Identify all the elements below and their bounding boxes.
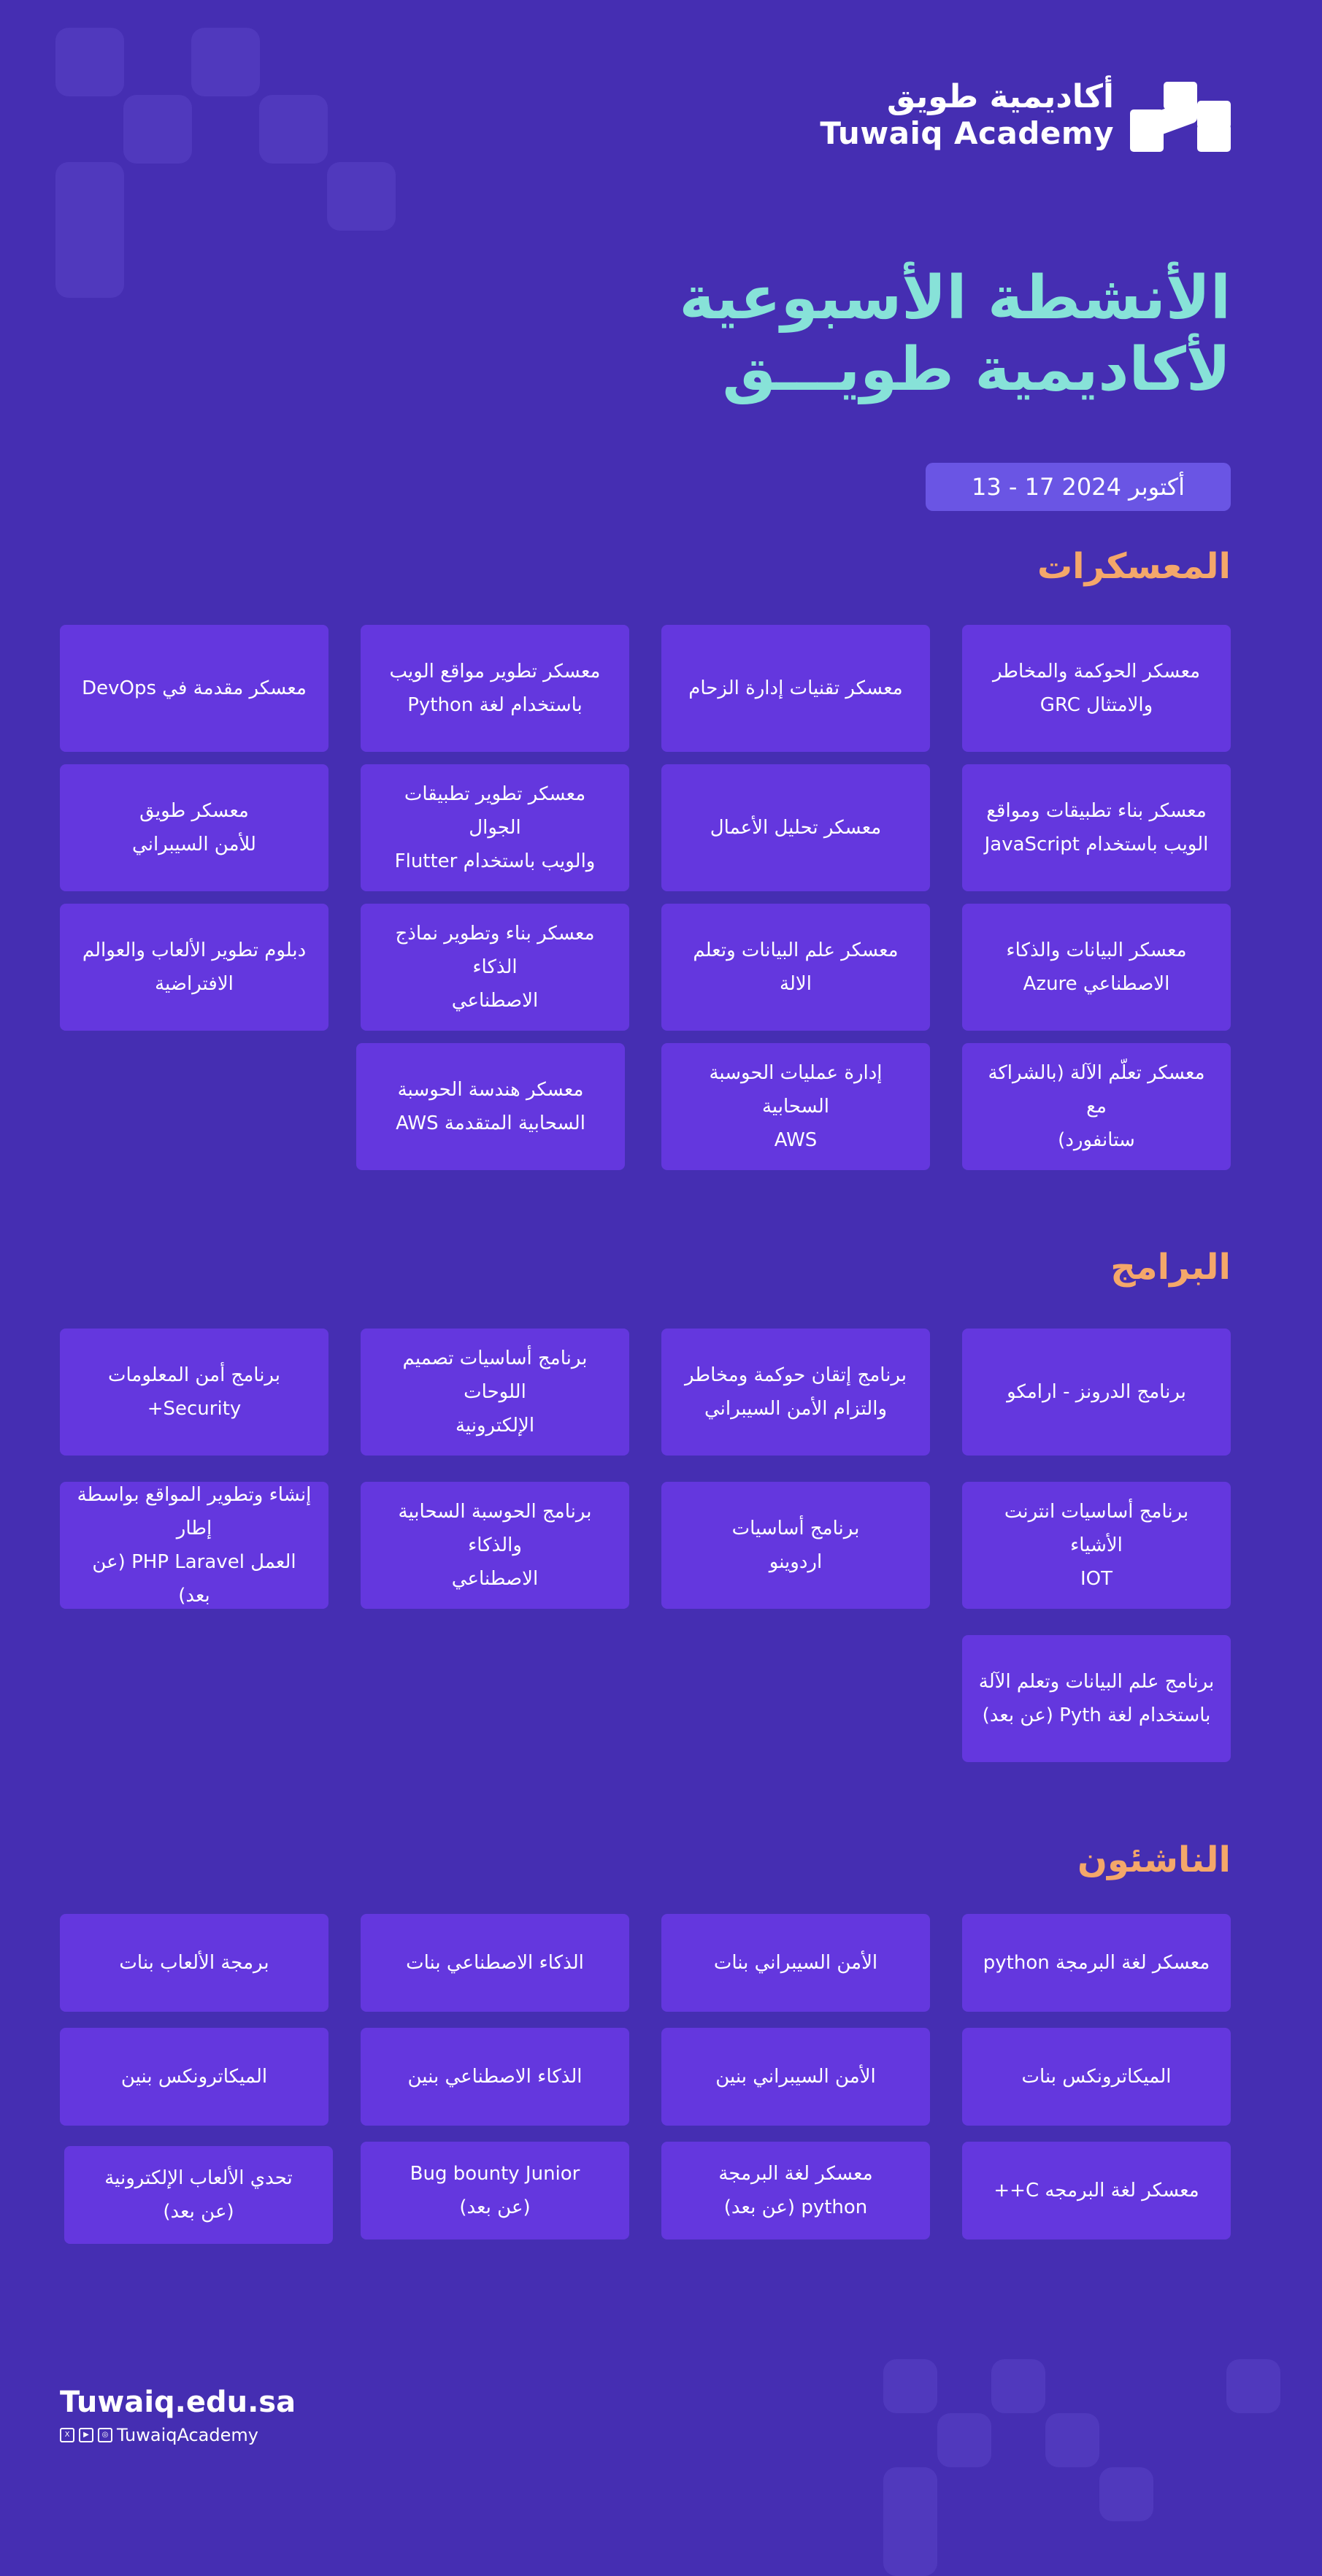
camps-card [661, 625, 930, 752]
card-line: إنشاء وتطوير المواقع بواسطة إطار [77, 1484, 312, 1539]
youth-card [361, 2142, 629, 2239]
social-handle: TuwaiqAcademy [117, 2425, 258, 2445]
camps-card [661, 904, 930, 1031]
card-line: الافتراضية [155, 973, 234, 995]
card-line: معسكر علم البيانات وتعلم الالة [693, 939, 899, 995]
decor-square [1226, 2359, 1280, 2413]
card-line: ستانفورد) [1058, 1129, 1135, 1151]
title-line-1: الأنشطة الأسبوعية [679, 264, 1231, 333]
youth-card [361, 1914, 629, 2012]
card-line: والامتثال GRC [1039, 694, 1153, 716]
card-line: معسكر تحليل الأعمال [710, 817, 882, 839]
decor-square [1099, 2467, 1153, 2521]
brand-name-ar: أكاديمية طويق [887, 78, 1114, 115]
card-line: الميكاترونكس بنين [120, 2066, 268, 2088]
camps-card [962, 904, 1231, 1031]
programs-card [962, 1329, 1231, 1456]
card-line: برنامج أساسيات [731, 1518, 860, 1539]
instagram-icon[interactable]: ◎ [98, 2428, 112, 2442]
decor-square [55, 162, 124, 298]
card-line: باستخدام لغة Python [407, 694, 583, 716]
youth-card [661, 2028, 930, 2126]
card-line: الاصطناعي Azure [1023, 973, 1170, 995]
programs-card [361, 1482, 629, 1609]
card-line: معسكر تعلّم الآلة (بالشراكة مع [988, 1062, 1205, 1118]
card-line: إدارة عمليات الحوسبة السحابية [709, 1062, 883, 1118]
card-line: الذكاء الاصطناعي بنين [407, 2066, 583, 2088]
decor-square [327, 162, 396, 231]
programs-card [661, 1329, 930, 1456]
card-line: معسكر بناء وتطوير نماذج الذكاء [395, 923, 595, 978]
youth-card [60, 2028, 328, 2126]
youtube-icon[interactable]: ▶ [79, 2428, 93, 2442]
camps-card [356, 1043, 625, 1170]
decor-square [123, 95, 192, 164]
card-line: والويب باستخدام Flutter [394, 850, 596, 872]
camps-card [962, 1043, 1231, 1170]
card-line: الميكاترونكس بنات [1021, 2066, 1172, 2088]
youth-card [962, 2028, 1231, 2126]
card-line: الأمن السيبراني بنين [715, 2066, 876, 2088]
programs-card [661, 1482, 930, 1609]
card-line: للأمن السيبراني [132, 834, 256, 856]
card-line: برنامج الدرونز - ارامكو [1007, 1381, 1186, 1403]
youth-card [60, 1914, 328, 2012]
section-title-camps: المعسكرات [1037, 546, 1231, 587]
card-line: معسكر الحوكمة والمخاطر [992, 661, 1201, 683]
section-title-programs: البرامج [1110, 1247, 1231, 1288]
card-line: برمجة الألعاب بنات [119, 1952, 269, 1974]
card-line: AWS [774, 1129, 818, 1151]
camps-card [60, 764, 328, 891]
programs-card [962, 1635, 1231, 1762]
youth-card [661, 1914, 930, 2012]
camps-card [962, 625, 1231, 752]
card-line: تحدي الألعاب الإلكترونية [104, 2167, 293, 2189]
programs-card [60, 1329, 328, 1456]
card-line: السحابية المتقدمة AWS [396, 1112, 585, 1134]
programs-card [962, 1482, 1231, 1609]
camps-card [361, 904, 629, 1031]
tuwaiq-logo-icon [1130, 82, 1231, 152]
programs-card [60, 1482, 328, 1609]
decor-square [191, 28, 260, 96]
camps-card [60, 625, 328, 752]
card-line: Security+ [147, 1398, 242, 1420]
page-title [574, 263, 1231, 406]
date-badge: 13 - 17 أكتوبر 2024 [926, 463, 1231, 511]
card-line: معسكر هندسة الحوسبة [397, 1079, 584, 1101]
card-line: معسكر لغة البرمجة [718, 2163, 873, 2185]
x-icon[interactable]: X [60, 2428, 74, 2442]
brand-logo [820, 78, 1231, 152]
card-line: معسكر مقدمة في DevOps [82, 677, 307, 699]
decor-square [55, 28, 124, 96]
card-line: برنامج إتقان حوكمة ومخاطر [685, 1364, 907, 1386]
card-line: معسكر البيانات والذكاء [1006, 939, 1187, 961]
card-line: معسكر بناء تطبيقات ومواقع [986, 800, 1207, 822]
card-line: الأمن السيبراني بنات [713, 1952, 878, 1974]
decor-square [883, 2467, 937, 2576]
youth-card [361, 2028, 629, 2126]
card-line: باستخدام لغة Pyth (عن بعد) [982, 1704, 1211, 1726]
card-line: معسكر تقنيات إدارة الزحام [688, 677, 903, 699]
card-line: معسكر لغة البرمجة python [983, 1952, 1210, 1974]
camps-card [661, 1043, 930, 1170]
brand-name-en: Tuwaiq Academy [820, 115, 1114, 151]
card-line: الويب باستخدام JavaScript [984, 834, 1209, 856]
card-line: python (عن بعد) [723, 2196, 868, 2218]
youth-card [962, 1914, 1231, 2012]
card-line: برنامج أساسيات انترنت الأشياء [1004, 1501, 1189, 1556]
card-line: والتزام الأمن السيبراني [704, 1398, 888, 1420]
card-line: Bug bounty Junior [410, 2163, 580, 2185]
card-line: (عن بعد) [163, 2201, 234, 2223]
section-title-youth: الناشئون [1077, 1839, 1231, 1880]
youth-card [962, 2142, 1231, 2239]
card-line: (عن بعد) [459, 2196, 531, 2218]
camps-card [661, 764, 930, 891]
programs-card [361, 1329, 629, 1456]
decor-square [937, 2413, 991, 2467]
card-line: الاصطناعي [451, 990, 539, 1012]
card-line: IOT [1080, 1568, 1112, 1590]
card-line: برنامج علم البيانات وتعلم الآلة [978, 1671, 1215, 1693]
camps-card [60, 904, 328, 1031]
card-line: برنامج الحوسبة السحابية والذكاء [398, 1501, 592, 1556]
card-line: دبلوم تطوير الألعاب والعوالم [82, 939, 307, 961]
decor-square [883, 2359, 937, 2413]
camps-card [361, 764, 629, 891]
card-line: معسكر لغة البرمجه C++ [994, 2180, 1199, 2202]
card-line: معسكر طويق [139, 800, 249, 822]
youth-card [64, 2146, 333, 2244]
card-line: معسكر تطوير تطبيقات الجوال [404, 783, 586, 839]
card-line: اردوينو [769, 1551, 823, 1573]
card-line: برنامج أمن المعلومات [108, 1364, 281, 1386]
card-line: الإلكترونية [455, 1415, 535, 1437]
decor-square [1045, 2413, 1099, 2467]
card-line: الاصطناعي [451, 1568, 539, 1590]
decor-square [991, 2359, 1045, 2413]
card-line: الذكاء الاصطناعي بنات [406, 1952, 584, 1974]
camps-card [361, 625, 629, 752]
decor-square [259, 95, 328, 164]
card-line: معسكر تطوير مواقع الويب [389, 661, 601, 683]
card-line: العمل PHP Laravel (عن بعد) [92, 1551, 296, 1607]
camps-card [962, 764, 1231, 891]
title-line-2: لأكاديمية طويـــق [722, 335, 1231, 404]
youth-card [661, 2142, 930, 2239]
footer-social [60, 2425, 258, 2445]
footer-website[interactable]: Tuwaiq.edu.sa [60, 2385, 296, 2419]
card-line: برنامج أساسيات تصميم اللوحات [402, 1347, 588, 1403]
